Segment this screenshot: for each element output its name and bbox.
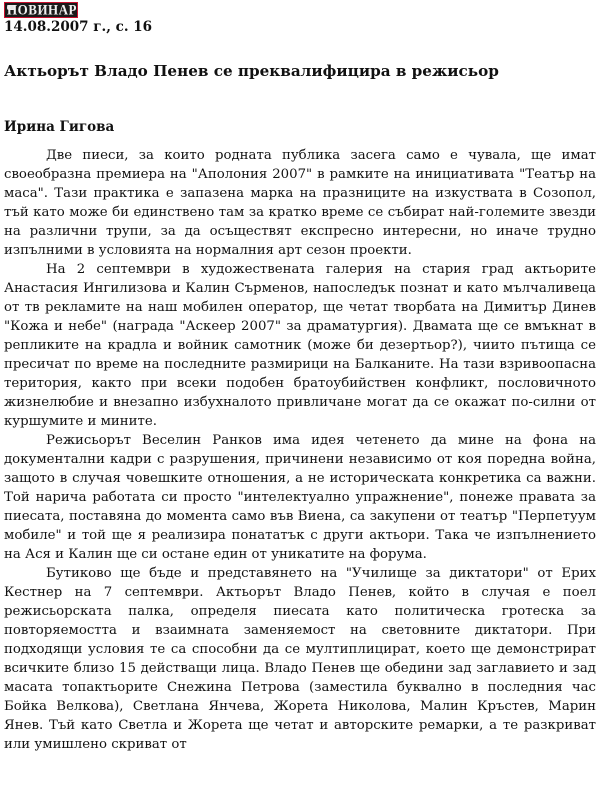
article-title: Актьорът Владо Пенев се преквалифицира в режисьор bbox=[4, 62, 499, 80]
paragraph: Режисьорът Веселин Ранков има идея четенето да мине на фона на документални кадри с разрушения, причинени независимо от коя поредна война, защото в случая човешките отношения, а не историческата конкретика са важни. Той нарича работата си просто "интелектуално упражнение", понеже правата за пиесата, поставяна до момента само във Виена, са закупени от театър "Перпетуум мобиле" и той ще я реализира понататък с други актьори. Така че изпълнението на Ася и Калин ще си остане един от уникатите на форума. bbox=[4, 433, 596, 562]
paragraph: Две пиеси, за които родната публика засега само е чувала, ще имат своеобразна премиера на "Аполония 2007" в рамките на инициативата "Театър на маса". Тази практика е запазена марка на празниците на изкуствата в Созопол, тъй като може би единствено там за кратко време се събират най-големите звезди на различни трупи, за да осъществят експресно интересни, но иначе трудно изпълними в условията на нормалния арт сезон проекти. bbox=[4, 148, 596, 258]
paragraph: Бутиково ще бъде и представянето на "Училище за диктатори" от Ерих Кестнер на 7 септември. Актьорът Владо Пенев, който в случая е поел режисьорската палка, определя пиесата като политическа гротеска за повторяемостта и взаимната заменяемост на световните диктатори. При подходящи условия те са способни да се мултиплицират, което ще демонстрират всичките близо 15 действащи лица. Владо Пенев ще обедини зад заглавието и зад масата топактьорите Снежина Петрова (заместила буквално в последния час Бойка Велкова), Светлана Янчева, Жорета Николова, Малин Кръстев, Марин Янев. Тъй като Светла и Жорета ще четат и авторските ремарки, а те разкриват или умишлено скриват от bbox=[4, 566, 596, 752]
article-body bbox=[4, 146, 596, 754]
newspaper-logo bbox=[4, 2, 78, 18]
paragraph: На 2 септември в художествената галерия на стария град актьорите Анастасия Ингилизова и Калин Сърменов, напоследък познат и като мълчаливеца от тв рекламите на наш мобилен оператор, ще четат творбата на Димитър Динев "Кожа и небе" (награда "Аскеер 2007" за драматургия). Двамата ще се вмъкнат в репликите на крадла и войник самотник (може би дезертьор?), чиито пътища се пресичат по време на последните размирици на Балканите. На тази взривоопасна територия, както при всеки подобен братоубийствен конфликт, пословичното жизнелюбие и внезапно избухналото привличане могат да се окажат по-силни от куршумите и мините. bbox=[4, 262, 596, 429]
logo-text: НОВИНАР bbox=[7, 1, 77, 18]
article-author: Ирина Гигова bbox=[4, 119, 115, 135]
dateline: 14.08.2007 г., с. 16 bbox=[4, 19, 153, 35]
